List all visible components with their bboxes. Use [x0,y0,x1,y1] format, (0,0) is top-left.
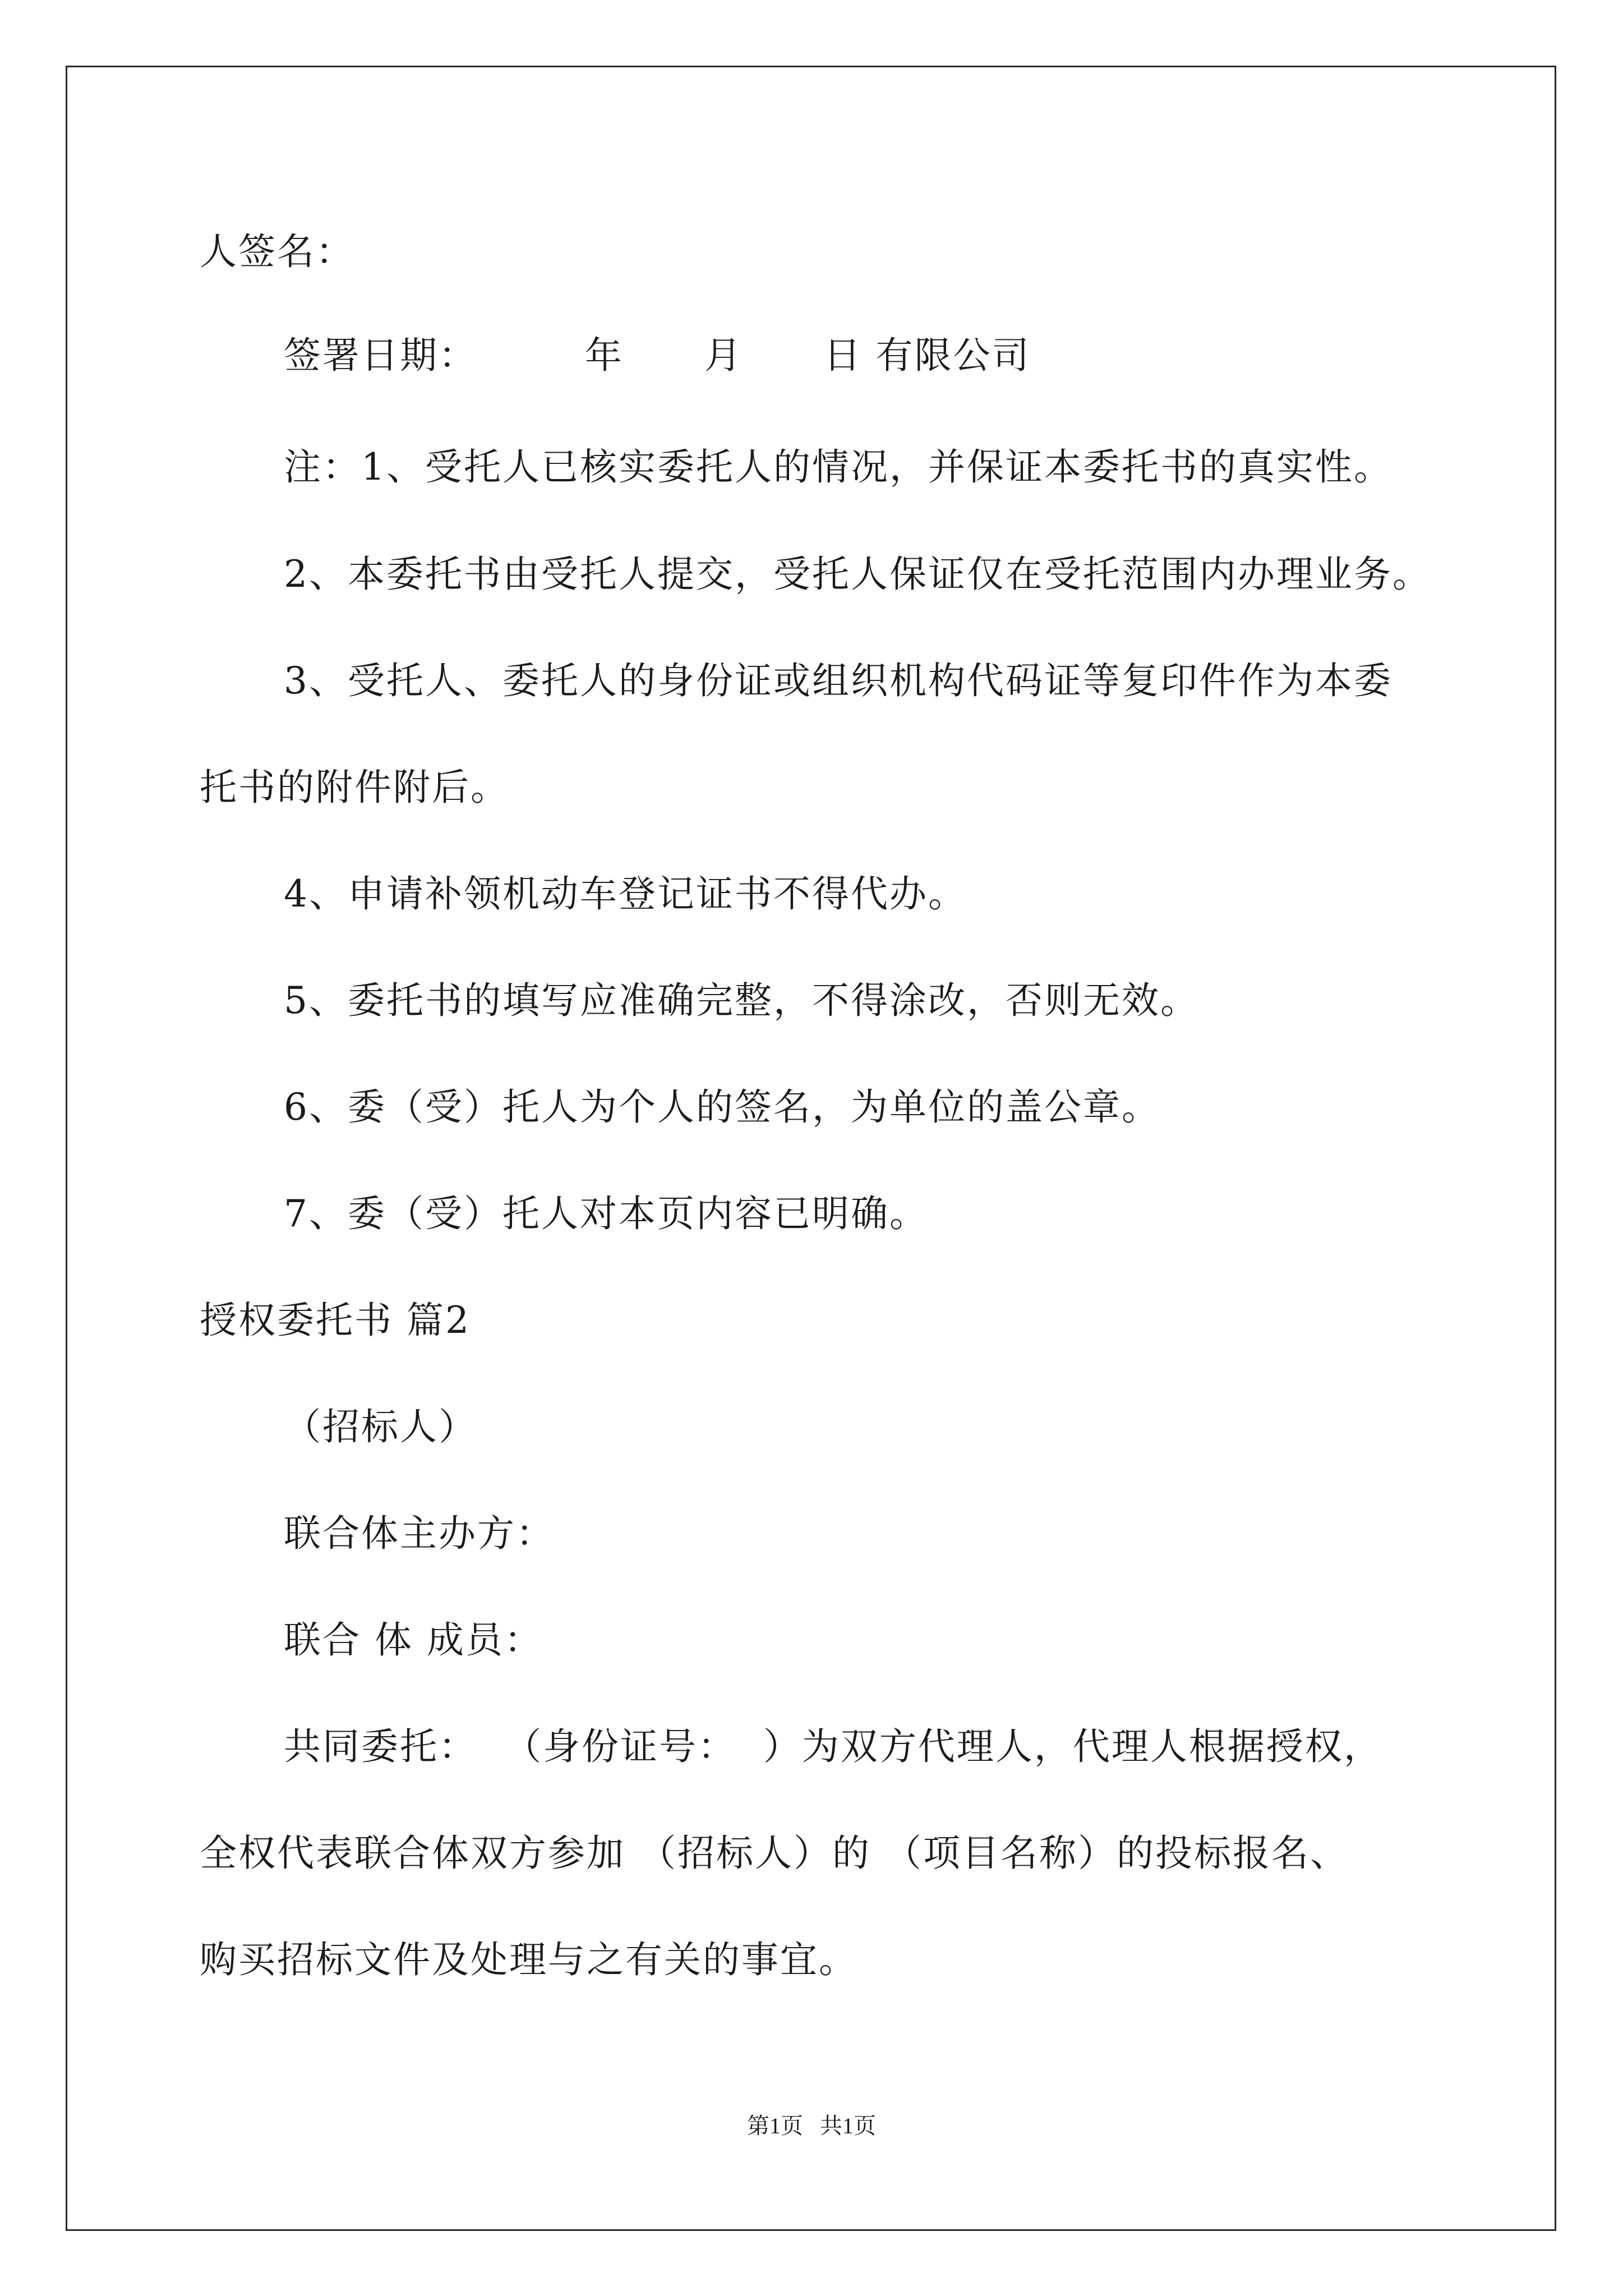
note-item-6: 6、委（受）托人为个人的签名，为单位的盖公章。 [284,1085,1160,1129]
note-item-3: 3、受托人、委托人的身份证或组织机构代码证等复印件作为本委 [284,659,1393,702]
note-item-2: 2、本委托书由受托人提交，受托人保证仅在受托范围内办理业务。 [284,553,1431,596]
sign-date-line: 签署日期： 年 月 日 有限公司 [284,334,1031,377]
joint-authorization-line-3: 购买招标文件及处理与之有关的事宜。 [200,1938,857,1981]
note-item-7: 7、委（受）托人对本页内容已明确。 [284,1192,928,1235]
note-item-1: 注：1、受托人已核实委托人的情况，并保证本委托书的真实性。 [284,445,1393,489]
consortium-lead-line: 联合体主办方： [284,1512,555,1555]
joint-authorization-line-2: 全权代表联合体双方参加 （招标人）的 （项目名称）的投标报名、 [200,1832,1349,1875]
joint-authorization-line-1: 共同委托： （身份证号： ）为双方代理人，代理人根据授权， [284,1725,1382,1768]
note-item-3-continued: 托书的附件附后。 [200,766,509,809]
tenderer-line: （招标人） [284,1405,477,1448]
page-border [66,66,1556,2231]
section-heading: 授权委托书 篇2 [200,1299,471,1342]
note-item-4: 4、申请补领机动车登记证书不得代办。 [284,872,967,915]
note-item-5: 5、委托书的填写应准确完整，不得涂改，否则无效。 [284,979,1199,1022]
signature-line: 人签名： [200,230,354,273]
consortium-member-line: 联合 体 成员： [284,1618,543,1662]
page-footer: 第1页 共1页 [747,2113,876,2138]
